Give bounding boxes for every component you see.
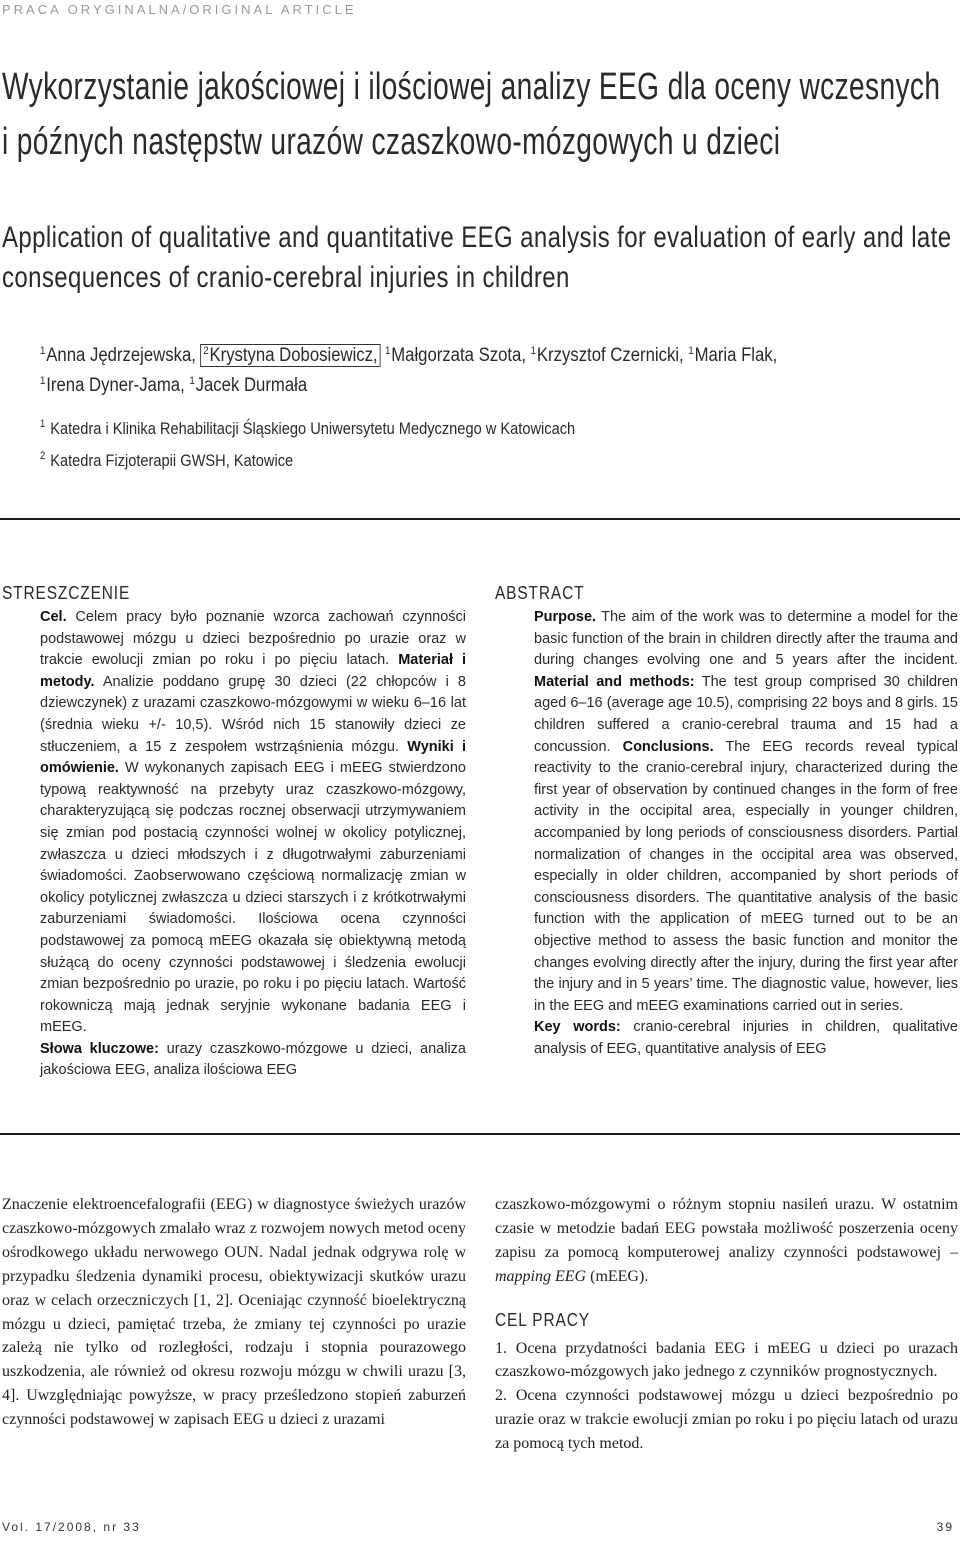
author: $^1$Irena Dyner-Jama,	[40, 375, 185, 396]
body-left-column	[2, 1193, 466, 1432]
title-en-line-1: Application of qualitative and quantitative EEG analysis for evaluation of early and late	[2, 221, 952, 254]
body-right-column	[495, 1193, 958, 1456]
author: $^1$Maria Flak,	[688, 345, 778, 366]
author: $^1$Krzysztof Czernicki,	[530, 345, 684, 366]
cel-item-1: 1. Ocena przydatności badania EEG i mEEG u dzieci po urazach czaszkowo-mózgowych jako jednego z czynników prognostycznych.	[495, 1339, 958, 1381]
title-pl-line-2: i późnych następstw urazów czaszkowo-mózgowych u dzieci	[2, 121, 781, 163]
affiliation-1: $^1$ Katedra i Klinika Rehabilitacji Śląskiego Uniwersytetu Medycznego w Katowicach	[40, 418, 576, 438]
footer-volume: Vol. 17/2008, nr 33	[2, 1520, 141, 1534]
abstract-text: Purpose. The aim of the work was to determine a model for the basic function of the brain in children directly after the trauma and during changes evolving one and 5 years after the incident. Material and methods: The test group comprised 30 children aged 6–16 (average age 10.5), comprising 22 boys and 8 girls. 15 children suffered a cranio-cerebral trauma and 15 had a concussion. Conclusions. The EEG records reveal typical reactivity to the cranio-cerebral injury, characterized during the first year of observation by continued changes in the form of free activity in the occipital area, especially in younger children, accompanied by long periods of consciousness disorders. Partial normalization of changes in the occipital area was observed, especially in older children, accompanied by short periods of consciousness disorders. The quantitative analysis of the basic function with the application of mEEG turned out to be an objective method to assess the basic function and monitor the changes evolving directly after the injury, during the first year after the injury and in 5 years’ time. The diagnostic value, however, lies in the EEG and mEEG examinations carried out in series. Key words: cranio-cerebral injuries in children, qualitative analysis of EEG, quantitative analysis of EEG	[534, 609, 958, 1057]
cel-item-2: 2. Ocena czynności podstawowej mózgu u dzieci bezpośrednio po urazie oraz w trakcie ewolucji zmian po roku i po pięciu latach od urazu za pomocą tych metod.	[495, 1387, 958, 1453]
title-en-line-2: consequences of cranio-cerebral injuries in children	[2, 261, 570, 294]
body-paragraph: czaszkowo-mózgowymi o różnym stopniu nasileń urazu. W ostatnim czasie w metodzie badań EEG powstała możliwość poszerzenia oceny zapisu za pomocą komputerowej analizy czynności podstawowej – mapping EEG (mEEG).	[495, 1196, 958, 1285]
streszczenie-heading: STRESZCZENIE	[2, 583, 131, 603]
authors-line-1	[40, 345, 777, 367]
divider-bottom	[0, 1133, 960, 1135]
author: $^1$Małgorzata Szota,	[384, 345, 526, 366]
streszczenie-text: Cel. Celem pracy było poznanie wzorca zachowań czynności podstawowej mózgu u dzieci bezpośrednio po urazie oraz w trakcie ewolucji zmian po roku i po pięciu latach. Materiał i metody. Analizie poddano grupę 30 dzieci (22 chłopców i 8 dziewczynek) z urazami czaszkowo-mózgowymi w wieku 6–16 lat (średnia wieku +/- 10,5). Wśród nich 15 stanowiły dzieci ze stłuczeniem, a 15 z zespołem wstrząśnienia mózgu. Wyniki i omówienie. W wykonanych zapisach EEG i mEEG stwierdzono typową reaktywność na przebyty uraz czaszkowo-mózgowy, charakteryzującą się podczas rocznej obserwacji utrzymywaniem się zmian pod postacią czynności wolnej w okolicy potylicznej, zwłaszcza u dzieci młodszych i z długotrwałymi zaburzeniami świadomości. Zaobserwowano częściową normalizację zmian w okolicy potylicznej zwłaszcza u dzieci starszych i z krótkotrwałymi zaburzeniami świadomości. Ilościowa ocena czynności podstawowej za pomocą mEEG okazała się obiektywną metodą służącą do oceny czynności podstawowej i śledzenia ewolucji zmian bezpośrednio po urazie, po roku i po pięciu latach. Wartość rokowniczą mają jednak seryjnie wykonane badania EEG i mEEG. Słowa kluczowe: urazy czaszkowo-mózgowe u dzieci, analiza jakościowa EEG, analiza ilościowa EEG	[40, 609, 467, 1079]
section-label: PRACA ORYGINALNA/ORIGINAL ARTICLE	[2, 2, 357, 17]
author-highlighted: $^2$Krystyna Dobosiewicz,	[201, 344, 381, 367]
divider-top	[0, 518, 960, 520]
abstract-heading: ABSTRACT	[495, 583, 585, 603]
authors-line-2	[40, 375, 307, 397]
author: $^1$Anna Jędrzejewska,	[40, 345, 196, 366]
title-pl-line-1: Wykorzystanie jakościowej i ilościowej analizy EEG dla oceny wczesnych	[2, 66, 941, 108]
affiliation-2: $^2$ Katedra Fizjoterapii GWSH, Katowice	[40, 450, 294, 470]
body-paragraph: Znaczenie elektroencefalografii (EEG) w diagnostyce świeżych urazów czaszkowo-mózgowych zmalało wraz z rozwojem nowych metod oceny ośrodkowego układu nerwowego OUN. Nadal jednak odgrywa rolę w przypadku śledzenia dynamiki procesu, obiektywizacji skutków urazu oraz w celach orzeczniczych [1, 2]. Oceniając czynność bioelektryczną mózgu u dzieci, pamiętać trzeba, że zmiany tej czynności po urazie zależą nie tylko od rozległości, rodzaju i stopnia pourazowego uszkodzenia, ale również od okresu rozwoju mózgu w chwili urazu [3, 4]. Uwzględniając powyższe, w pracy prześledzono stopień zaburzeń czynności podstawowej w zapisach EEG u dzieci z urazami	[2, 1196, 466, 1429]
page-number: 39	[936, 1520, 954, 1534]
author: $^1$Jacek Durmała	[189, 375, 308, 396]
cel-pracy-heading: CEL PRACY	[495, 1309, 590, 1330]
